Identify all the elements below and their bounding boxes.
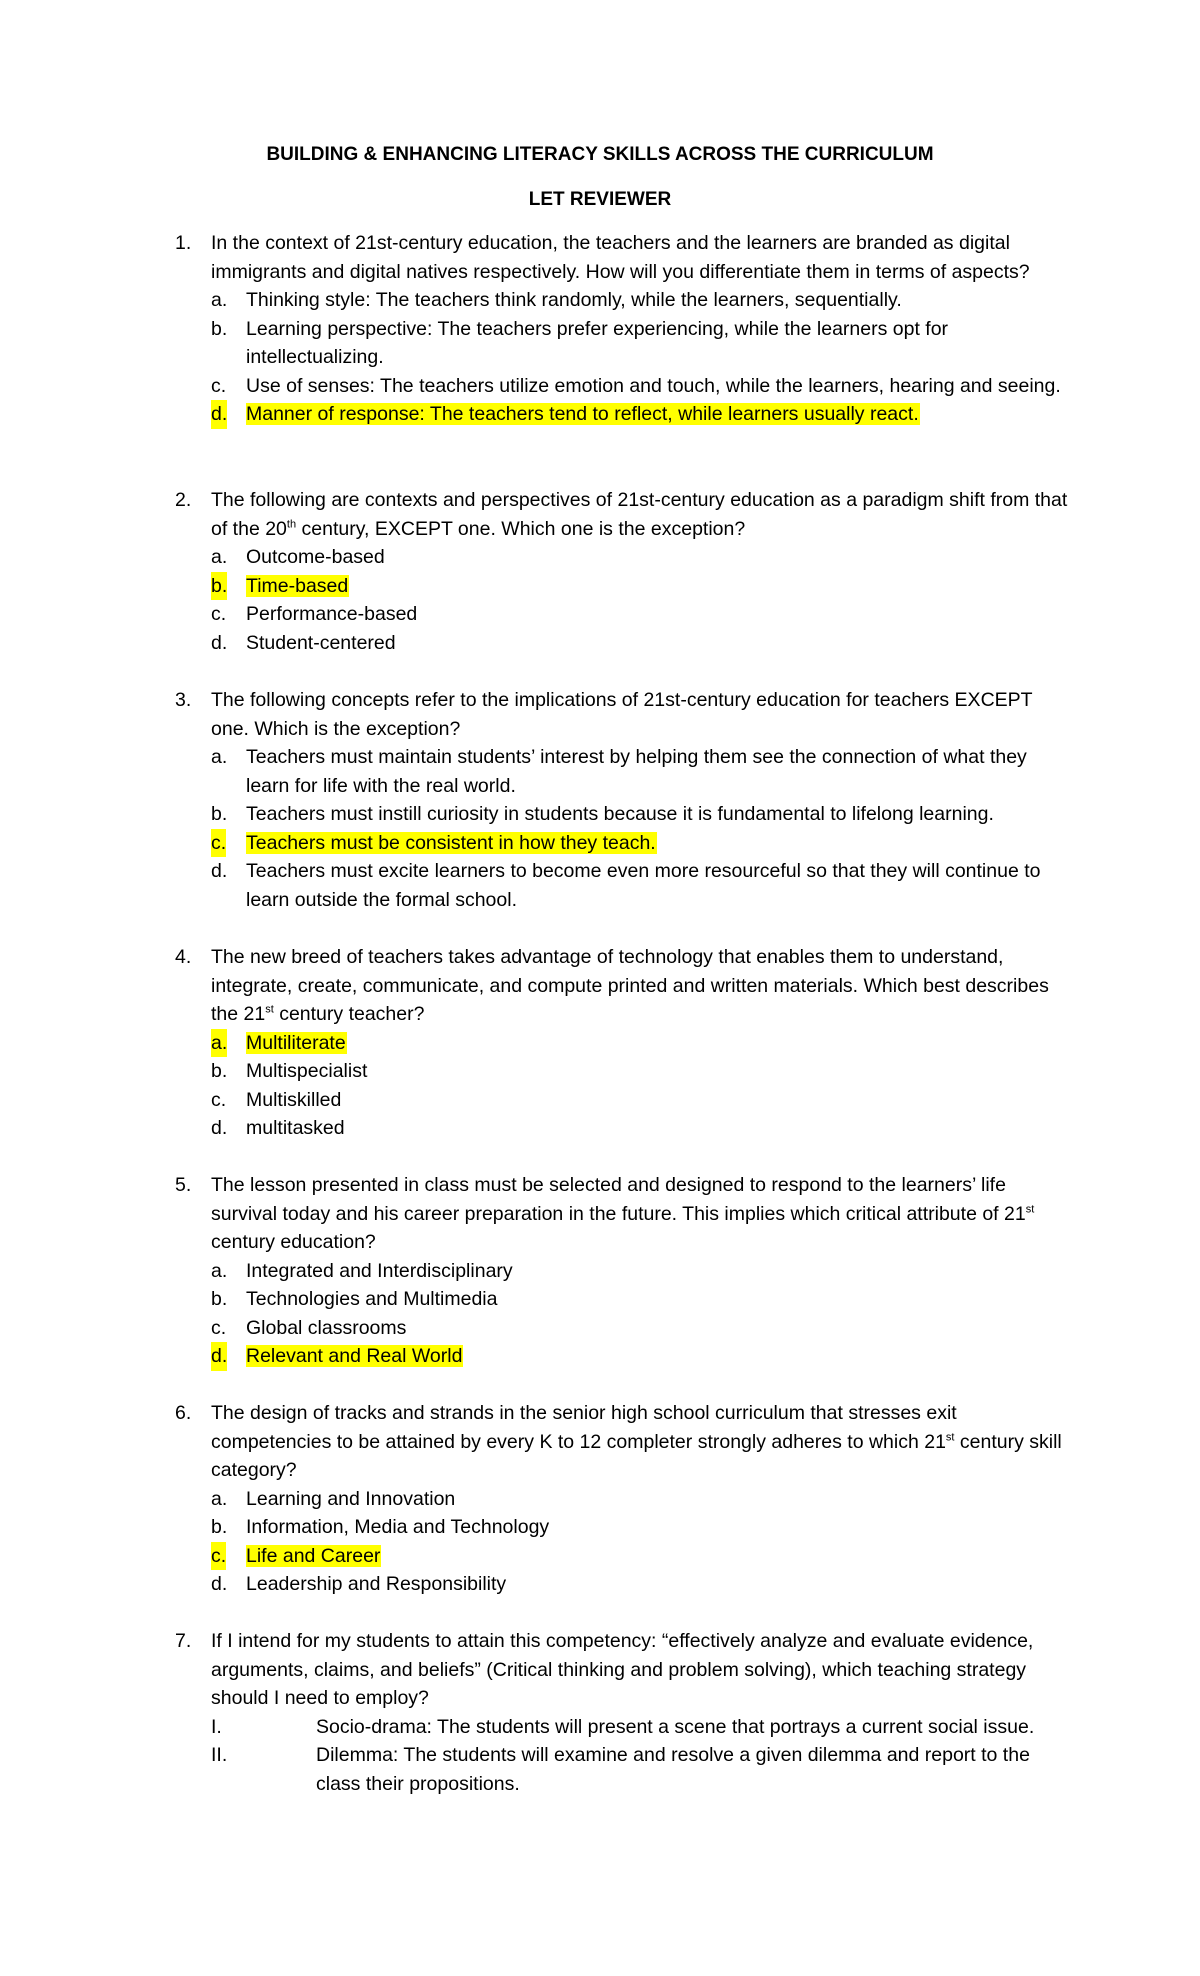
question-number: 1. [175, 232, 192, 254]
option-b: b. Technologies and Multimedia [211, 1288, 498, 1310]
question-number: 7. [175, 1630, 192, 1652]
option-d: d. Leadership and Responsibility [211, 1573, 507, 1595]
question-text: The new breed of teachers takes advantage of technology that enables them to understand, integrate, create, communicate, and compute printed and written materials. Which best describes the 21st century teacher? [211, 946, 1049, 1025]
question-6 [175, 1399, 1075, 1599]
option-c: c. Global classrooms [211, 1316, 407, 1339]
option-c: c. Performance-based [211, 603, 418, 625]
option-b: b. Learning perspective: The teachers prefer experiencing, while the learners opt for intellectualizing. [211, 317, 949, 368]
question-number: 5. [175, 1174, 192, 1196]
question-number: 6. [175, 1402, 192, 1424]
option-a: a. Learning and Innovation [211, 1487, 456, 1510]
question-7 [175, 1627, 1075, 1798]
option-a-answer: a. Multiliterate [211, 1029, 1075, 1058]
option-b: b. Multispecialist [211, 1060, 368, 1082]
option-a: a. Thinking style: The teachers think randomly, while the learners, sequentially. [211, 289, 902, 311]
option-c-answer: c. Life and Career [211, 1542, 1075, 1571]
question-text: The design of tracks and strands in the senior high school curriculum that stresses exit competencies to be attained by every K to 12 completer strongly adheres to which 21st century skill category? [211, 1402, 1062, 1481]
question-text: The lesson presented in class must be selected and designed to respond to the learners’ life survival today and his career preparation in the future. This implies which critical attribute of 21st century education? [211, 1174, 1035, 1253]
option-d: d. Student-centered [211, 631, 396, 654]
option-c: c. Use of senses: The teachers utilize emotion and touch, while the learners, hearing and seeing. [211, 374, 1061, 397]
question-number: 3. [175, 689, 192, 711]
question-text: In the context of 21st-century education, the teachers and the learners are branded as digital immigrants and digital natives respectively. How will you differentiate them in terms of aspects? [211, 232, 1030, 283]
question-text: The following are contexts and perspectives of 21st-century education as a paradigm shift from that of the 20th century, EXCEPT one. Which one is the exception? [211, 489, 1068, 540]
document-subtitle: LET REVIEWER [528, 189, 672, 210]
option-d-answer: d. Relevant and Real World [211, 1342, 1075, 1371]
option-d-answer: d. Manner of response: The teachers tend to reflect, while learners usually react. [211, 400, 1075, 429]
question-4 [175, 943, 1075, 1143]
option-a: a. Integrated and Interdisciplinary [211, 1259, 513, 1282]
option-b: b. Teachers must instill curiosity in students because it is fundamental to lifelong learning. [211, 803, 994, 825]
question-3 [175, 686, 1075, 914]
question-5 [175, 1171, 1075, 1371]
option-ii: II. Dilemma: The students will examine and resolve a given dilemma and report to the class their propositions. [211, 1744, 1030, 1795]
option-b: b. Information, Media and Technology [211, 1516, 550, 1538]
question-text: The following concepts refer to the implications of 21st-century education for teachers EXCEPT one. Which is the exception? [211, 689, 1033, 740]
option-d: d. multitasked [211, 1117, 345, 1139]
question-2 [175, 486, 1075, 657]
question-number: 2. [175, 489, 192, 511]
question-text: If I intend for my students to attain this competency: “effectively analyze and evaluate evidence, arguments, claims, and beliefs” (Critical thinking and problem solving), which teaching strategy should I need to employ? [211, 1630, 1034, 1709]
question-1 [175, 229, 1075, 429]
option-a: a. Outcome-based [211, 546, 385, 568]
option-c-answer: c. Teachers must be consistent in how they teach. [211, 829, 1075, 858]
option-a: a. Teachers must maintain students’ interest by helping them see the connection of what they learn for life with the real world. [211, 746, 1027, 797]
question-number: 4. [175, 946, 192, 968]
document-title: BUILDING & ENHANCING LITERACY SKILLS ACROSS THE CURRICULUM [266, 144, 934, 165]
option-d: d. Teachers must excite learners to become even more resourceful so that they will continue to learn outside the formal school. [211, 860, 1041, 911]
option-c: c. Multiskilled [211, 1088, 342, 1111]
option-i: I. Socio-drama: The students will present a scene that portrays a current social issue. [211, 1715, 1035, 1738]
option-b-answer: b. Time-based [211, 572, 1075, 601]
